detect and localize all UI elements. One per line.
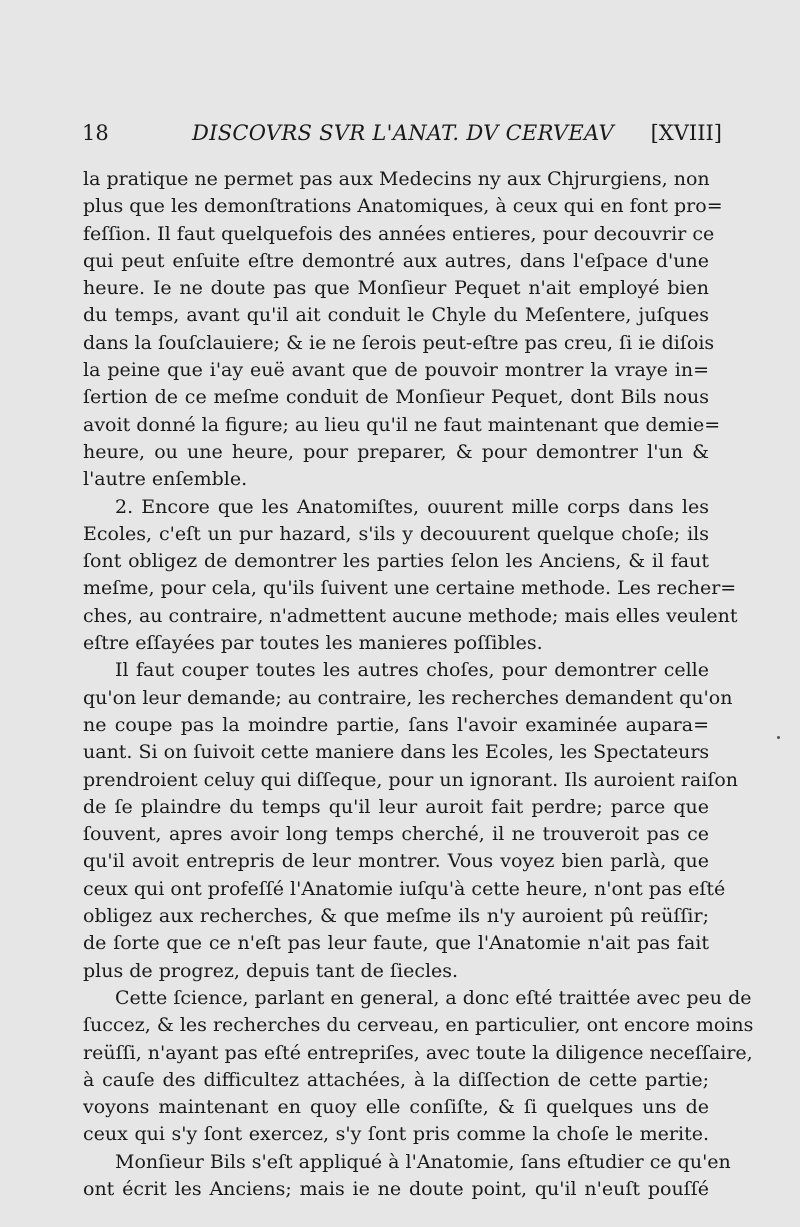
- text-line: meſme, pour cela, qu'ils ſuivent une certaine methode. Les recher=: [83, 577, 737, 600]
- text-line: heure. Ie ne doute pas que Monſieur Pequet n'ait employé bien: [83, 277, 709, 300]
- text-line: ſont obligez de demontrer les parties ſelon les Anciens, & il faut: [83, 550, 709, 573]
- text-line: Monſieur Bils s'eſt appliqué à l'Anatomie, ſans eſtudier ce qu'en: [115, 1150, 731, 1173]
- text-line: qu'on leur demande; au contraire, les recherches demandent qu'on: [83, 686, 733, 709]
- text-line: plus que les demonſtrations Anatomiques, à ceux qui en font pro=: [83, 195, 723, 218]
- paper-speck: [777, 736, 780, 739]
- text-line: ceux qui s'y ſont exercez, s'y ſont pris comme la choſe le merite.: [83, 1123, 709, 1146]
- text-line: voyons maintenant en quoy elle conſiſte, & ſi quelques uns de: [83, 1096, 709, 1119]
- text-line: ſuccez, & les recherches du cerveau, en particulier, ont encore moins: [83, 1014, 754, 1037]
- body-text: [83, 166, 754, 1203]
- text-line: ſouvent, apres avoir long temps cherché, il ne trouveroit pas ce: [83, 823, 709, 846]
- text-line: Cette ſcience, parlant en general, a donc eſté traittée avec peu de: [115, 986, 752, 1009]
- text-line: qu'il avoit entrepris de leur montrer. Vous voyez bien parlà, que: [83, 850, 709, 873]
- text-line: de ſe plaindre du temps qu'il leur auroit fait perdre; parce que: [83, 795, 709, 818]
- text-line: uant. Si on ſuivoit cette maniere dans les Ecoles, les Spectateurs: [83, 741, 710, 764]
- text-line: qui peut enſuite eſtre demontré aux autres, dans l'eſpace d'une: [83, 249, 709, 272]
- text-line: Il faut couper toutes les autres choſes, pour demontrer celle: [115, 659, 709, 682]
- text-line: la peine que i'ay euë avant que de pouvoir montrer la vraye in=: [83, 359, 709, 382]
- page-header: [82, 121, 722, 155]
- text-line: ne coupe pas la moindre partie, ſans l'avoir examinée aupara=: [83, 713, 709, 736]
- text-line: ches, au contraire, n'admettent aucune methode; mais elles veulent: [83, 604, 738, 627]
- page-number: 18: [82, 121, 109, 145]
- text-line: feſſion. Il faut quelquefois des années entieres, pour decouvrir ce: [83, 222, 715, 245]
- text-line: de ſorte que ce n'eſt pas leur faute, que l'Anatomie n'ait pas fait: [83, 932, 709, 955]
- text-line: ont écrit les Anciens; mais ie ne doute point, qu'il n'euſt pouſſé: [83, 1177, 709, 1200]
- text-line: reüſſi, n'ayant pas eſté entrepriſes, avec toute la diligence neceſſaire,: [83, 1041, 753, 1064]
- text-line: Ecoles, c'eſt un pur hazard, s'ils y decouurent quelque choſe; ils: [83, 522, 709, 545]
- text-line: prendroient celuy qui diſſeque, pour un ignorant. Ils auroient raiſon: [83, 768, 739, 791]
- text-line: à cauſe des difficultez attachées, à la diſſection de cette partie;: [83, 1068, 709, 1091]
- text-line: ſertion de ce meſme conduit de Monſieur Pequet, dont Bils nous: [83, 386, 709, 409]
- text-line: 2. Encore que les Anatomiſtes, ouurent mille corps dans les: [115, 495, 709, 518]
- text-line: dans la ſouſclauiere; & ie ne ſerois peut-eſtre pas creu, ſi ie diſois: [83, 331, 715, 354]
- text-line: la pratique ne permet pas aux Medecins ny aux Chjrurgiens, non: [83, 168, 710, 190]
- section-marker: [XVIII]: [650, 121, 722, 145]
- text-line: heure, ou une heure, pour preparer, & pour demontrer l'un &: [83, 440, 709, 463]
- text-line: avoit donné la figure; au lieu qu'il ne faut maintenant que demie=: [83, 413, 721, 436]
- text-line: eſtre eſſayées par toutes les manieres poſſibles.: [83, 632, 543, 655]
- text-line: obligez aux recherches, & que meſme ils n'y auroient pû reüſſir;: [83, 905, 709, 928]
- text-line: l'autre enſemble.: [83, 468, 248, 491]
- text-line: du temps, avant qu'il ait conduit le Chyle du Meſentere, juſques: [83, 304, 709, 327]
- text-line: ceux qui ont profeſſé l'Anatomie iuſqu'à cette heure, n'ont pas eſté: [83, 877, 726, 900]
- running-title: DISCOVRS SVR L'ANAT. DV CERVEAV: [192, 121, 614, 145]
- text-line: plus de progrez, depuis tant de ſiecles.: [83, 959, 459, 982]
